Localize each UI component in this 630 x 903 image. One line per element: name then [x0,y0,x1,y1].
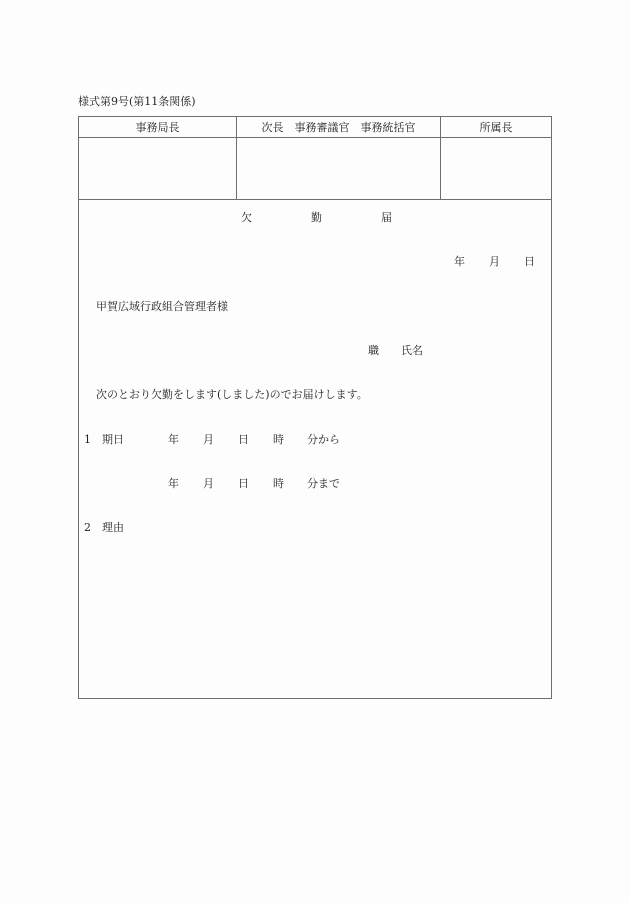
item-1-label: 期日 [102,433,124,446]
from-year-label: 年 [168,433,179,446]
title-char-2: 勤 [311,211,322,224]
approval-bottom-divider [79,199,551,200]
from-hour-label: 時 [273,433,284,446]
title-char-1: 欠 [241,211,252,224]
stamp-cell-deputy-officers[interactable] [237,138,440,199]
date-year-label: 年 [454,255,465,268]
title-char-3: 届 [381,211,392,224]
item-2-number: 2 [84,521,91,534]
stamp-cell-department-head[interactable] [441,138,551,199]
form-number: 様式第9号(第11条関係) [78,95,196,108]
position-label: 職 [368,344,379,357]
from-minute-suffix: 分から [307,433,340,446]
to-hour-label: 時 [273,477,284,490]
reason-field[interactable] [96,542,536,692]
header-deputy-officers: 次長 事務審議官 事務統括官 [261,121,416,134]
stamp-cell-secretary-general[interactable] [79,138,236,199]
name-label: 氏名 [401,344,423,357]
column-divider-2 [440,117,441,199]
from-month-label: 月 [203,433,214,446]
item-2-label: 理由 [102,521,124,534]
date-day-label: 日 [524,255,535,268]
to-day-label: 日 [238,477,249,490]
item-1-number: 1 [84,433,91,446]
column-divider-1 [236,117,237,199]
absence-form-frame [78,116,552,699]
header-secretary-general: 事務局長 [135,121,180,134]
date-month-label: 月 [489,255,500,268]
header-department-head: 所属長 [479,121,513,134]
addressee: 甲賀広域行政組合管理者様 [96,300,228,313]
to-year-label: 年 [168,477,179,490]
to-month-label: 月 [203,477,214,490]
to-minute-suffix: 分まで [307,477,340,490]
from-day-label: 日 [238,433,249,446]
statement: 次のとおり欠勤をします(しました)のでお届けします。 [96,388,368,401]
